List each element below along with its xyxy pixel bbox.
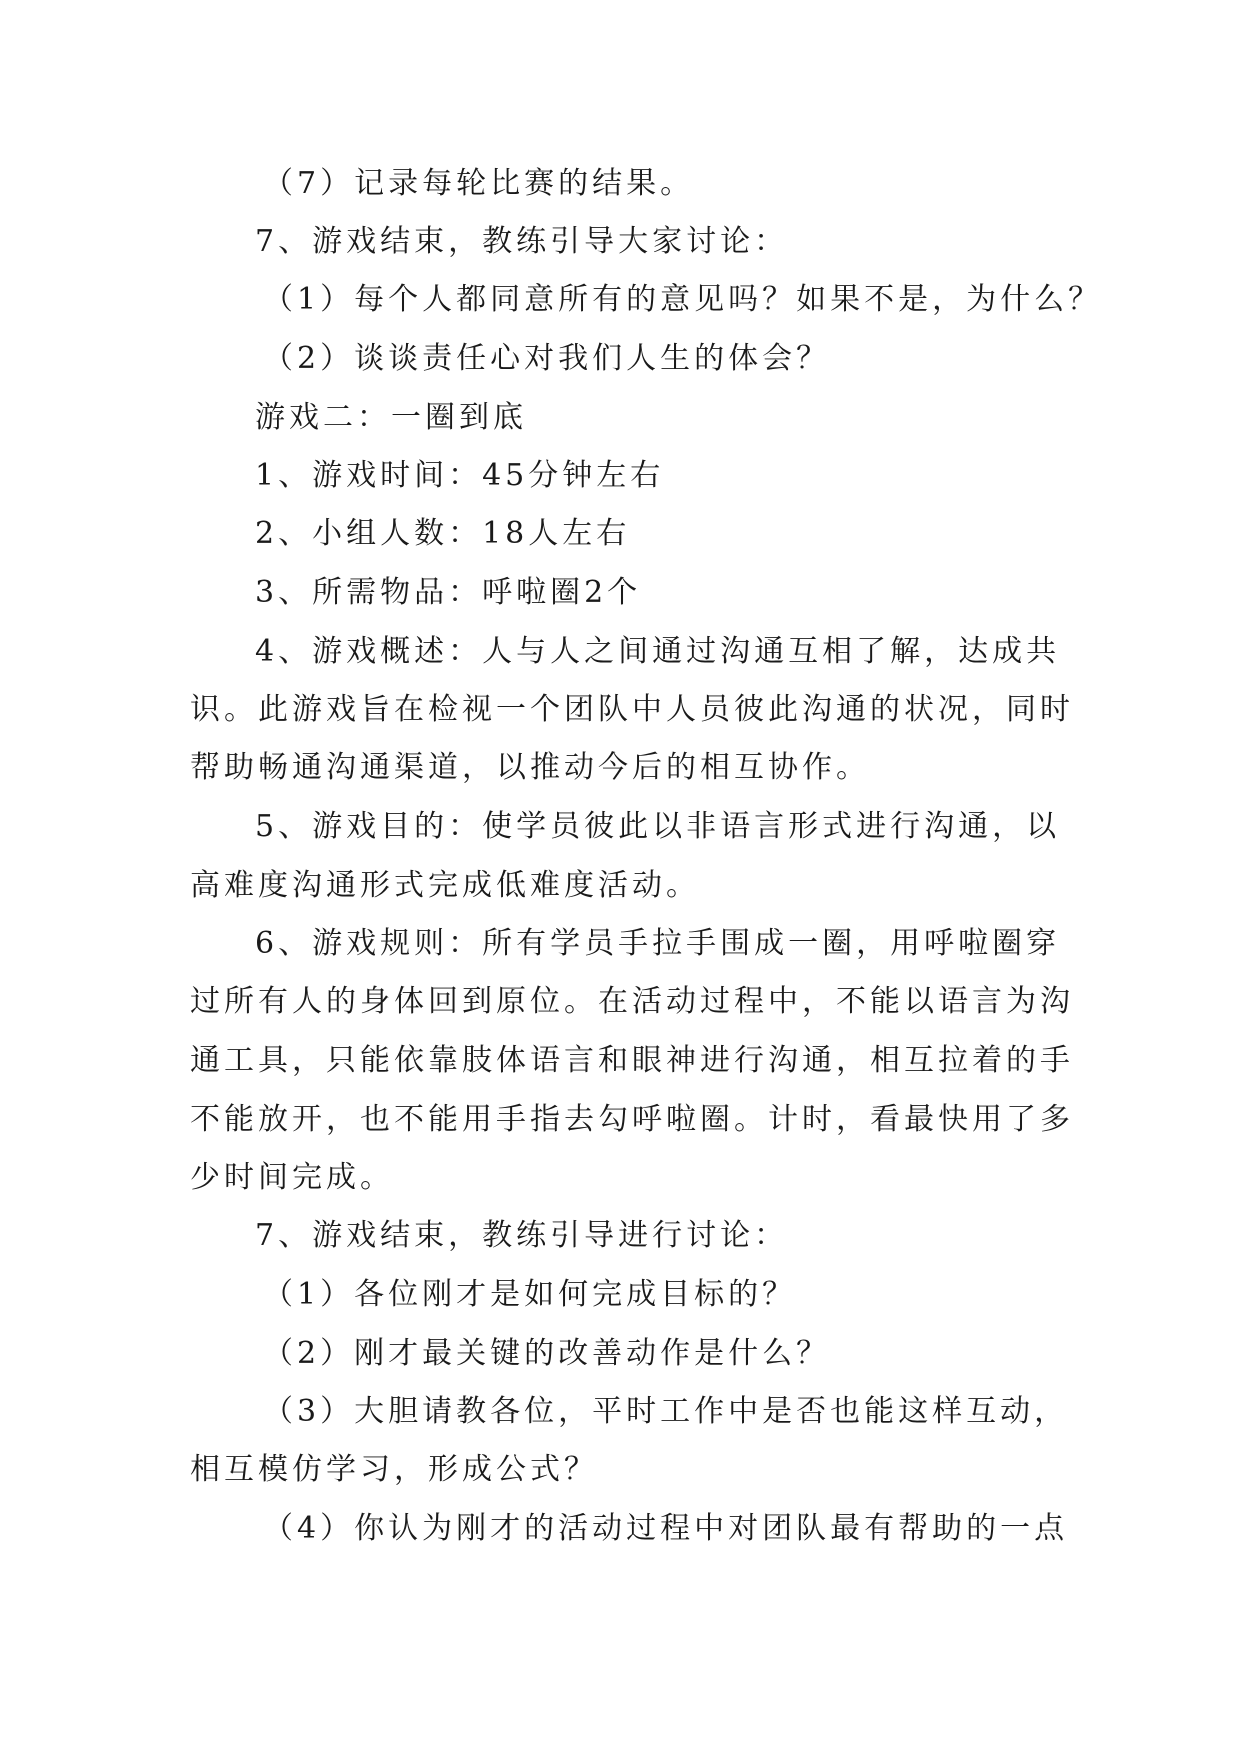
paragraph-line: 识。此游戏旨在检视一个团队中人员彼此沟通的状况，同时	[190, 692, 1074, 727]
paragraph-line: 不能放开，也不能用手指去勾呼啦圈。计时，看最快用了多	[190, 1102, 1074, 1137]
paragraph-line: （7）记录每轮比赛的结果。	[263, 166, 695, 201]
paragraph-line: （2）刚才最关键的改善动作是什么？	[263, 1336, 831, 1371]
paragraph-line: 3、所需物品：呼啦圈2个	[255, 575, 642, 610]
paragraph-line: 6、游戏规则：所有学员手拉手围成一圈，用呼啦圈穿	[255, 926, 1061, 961]
paragraph-line: 7、游戏结束，教练引导进行讨论：	[255, 1218, 789, 1253]
paragraph-line: 7、游戏结束，教练引导大家讨论：	[255, 224, 789, 259]
paragraph-line: 相互模仿学习，形成公式？	[190, 1452, 598, 1487]
section-heading: 游戏二：一圈到底	[255, 400, 527, 435]
paragraph-line: 5、游戏目的：使学员彼此以非语言形式进行沟通，以	[255, 809, 1061, 844]
paragraph-line: 1、游戏时间：45分钟左右	[255, 458, 665, 493]
paragraph-line: （2）谈谈责任心对我们人生的体会？	[263, 341, 831, 376]
paragraph-line: （1）每个人都同意所有的意见吗？如果不是，为什么？	[263, 282, 1103, 317]
paragraph-line: 帮助畅通沟通渠道，以推动今后的相互协作。	[190, 750, 870, 785]
paragraph-line: 2、小组人数：18人左右	[255, 516, 631, 551]
paragraph-line: 过所有人的身体回到原位。在活动过程中，不能以语言为沟	[190, 984, 1074, 1019]
paragraph-line: （1）各位刚才是如何完成目标的？	[263, 1277, 797, 1312]
paragraph-line: 高难度沟通形式完成低难度活动。	[190, 868, 700, 903]
paragraph-line: 少时间完成。	[190, 1160, 394, 1195]
paragraph-line: （4）你认为刚才的活动过程中对团队最有帮助的一点	[263, 1511, 1069, 1546]
paragraph-line: （3）大胆请教各位，平时工作中是否也能这样互动，	[263, 1394, 1069, 1429]
paragraph-line: 通工具，只能依靠肢体语言和眼神进行沟通，相互拉着的手	[190, 1043, 1074, 1078]
paragraph-line: 4、游戏概述：人与人之间通过沟通互相了解，达成共	[255, 634, 1061, 669]
